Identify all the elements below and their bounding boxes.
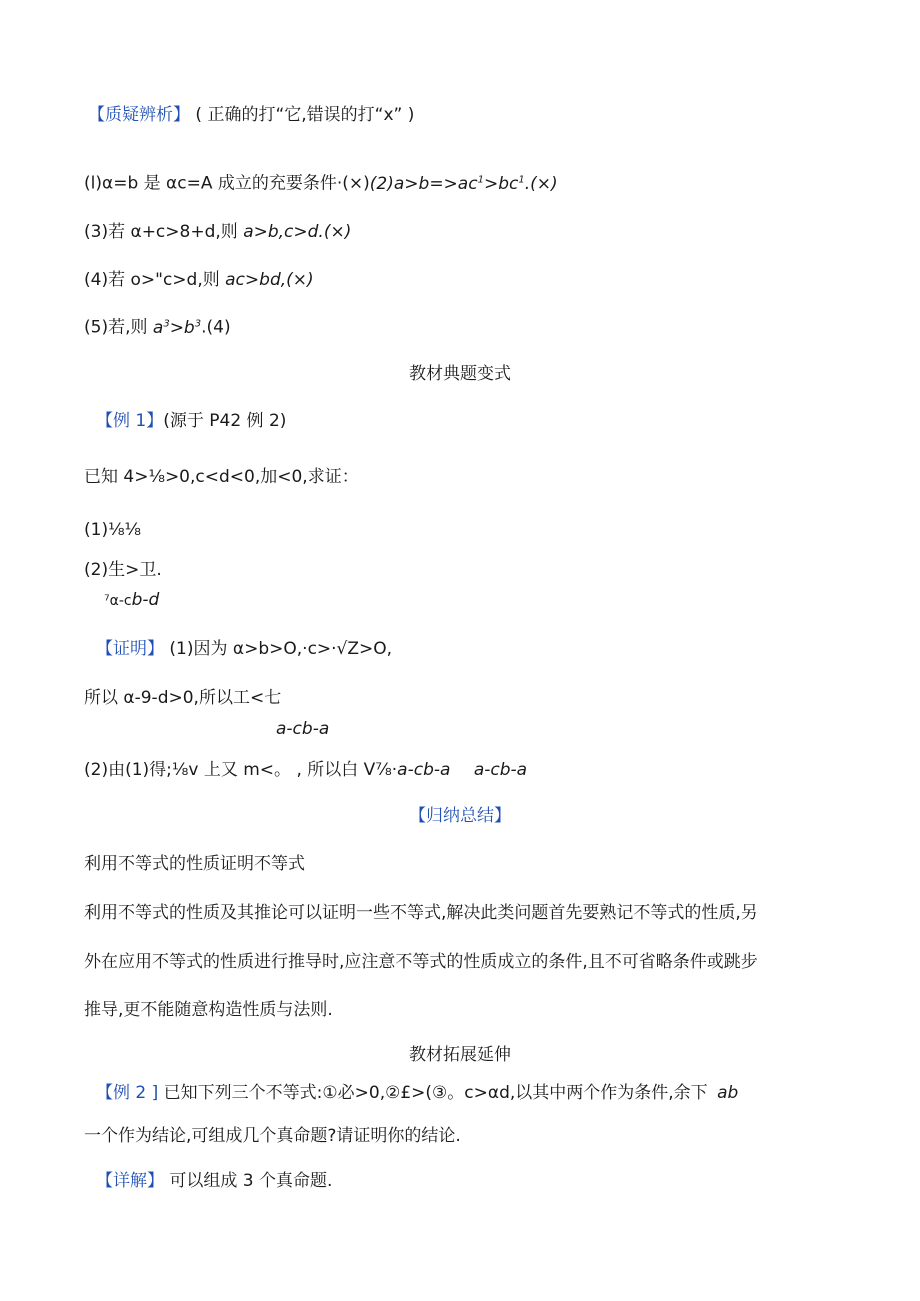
item-4-cond: (4)若 o>"c>d,则 [84, 270, 220, 290]
prove-part-2-sub [104, 592, 159, 609]
item-2-end: .(×) [524, 173, 558, 194]
item-3-result: a>b,c>d.(×) [243, 222, 352, 242]
item-5-sup2: 3 [194, 318, 202, 329]
so-line-1: 所以 α-9-d>0,所以工<七 [84, 688, 282, 708]
example-2-line-2: 一个作为结论,可组成几个真命题?请证明你的结论. [84, 1126, 461, 1146]
item-3 [84, 224, 351, 241]
intro-tag: 【质疑辨析】 [88, 105, 190, 125]
item-5-mid: >b [169, 317, 195, 338]
summary-title: 利用不等式的性质证明不等式 [84, 854, 305, 874]
example-1-source: (源于 P42 例 2) [163, 411, 287, 431]
item-4 [84, 272, 314, 289]
proof-line [96, 641, 392, 658]
proof-tag: 【证明】 [96, 639, 164, 659]
prove-part-1: (1)⅛⅛ [84, 520, 142, 540]
item-4-result: ac>bd,(×) [225, 270, 314, 290]
example-1-tag: 【例 1】 [96, 411, 164, 431]
detail-tag: 【详解】 [96, 1171, 164, 1191]
item-1 [84, 175, 558, 193]
so-line-1-sub: a-cb-a [276, 719, 330, 739]
prove-part-2: (2)生>卫. [84, 560, 162, 580]
item-5 [84, 319, 231, 337]
item-2-text [370, 174, 558, 194]
summary-heading: 【归纳总结】 [409, 806, 511, 826]
section-heading-1: 教材典题变式 [409, 364, 511, 384]
item-3-cond: (3)若 α+c>8+d,则 [84, 222, 238, 242]
proof-part-2-expr-2: a-cb-a [473, 760, 528, 780]
item-5-end: .(4) [201, 317, 231, 338]
summary-line-2: 外在应用不等式的性质进行推导时,应注意不等式的性质成立的条件,且不可省略条件或跳步 [84, 952, 758, 972]
example-2-text: 已知下列三个不等式:①必>0,②£>(③。c>αd,以其中两个作为条件,余下 [163, 1083, 708, 1103]
intro-line [88, 107, 414, 124]
proof-part-2-expr-1: a-cb-a [397, 760, 451, 780]
item-5-sup1: 3 [163, 318, 170, 329]
example-2-tail: ab [717, 1083, 739, 1103]
summary-line-3: 推导,更不能随意构造性质与法则. [84, 1000, 333, 1020]
example-2-line [96, 1085, 738, 1102]
proof-text: (1)因为 α>b>O,·c>·√Z>O, [169, 639, 393, 659]
intro-text: ( 正确的打“它,错误的打“x” ) [195, 105, 415, 125]
given-line: 已知 4>⅛>0,c<d<0,加<0,求证： [84, 467, 359, 487]
item-2-pre: (2)a>b=>ac [369, 173, 478, 194]
example-2-tag: 【例 2 ] [96, 1083, 159, 1103]
item-1-text: (l)α=b 是 αc=A 成立的充要条件·(×) [84, 173, 370, 194]
item-2-sup1: 1 [477, 174, 484, 185]
prove-part-2-sub-b: b-d [131, 590, 160, 610]
proof-part-2-text: (2)由(1)得;⅛v 上又 m<。 , 所以白 V⅞· [84, 760, 398, 780]
item-2-mid: >bc [483, 173, 519, 194]
item-2-sup2: 1 [518, 174, 525, 185]
proof-part-2-line [84, 762, 527, 779]
prove-part-2-sub-a: ⁷α-c [104, 593, 132, 609]
item-5-cond: (5)若,则 [84, 317, 148, 338]
summary-line-1: 利用不等式的性质及其推论可以证明一些不等式,解决此类问题首先要熟记不等式的性质,另 [84, 903, 758, 923]
detail-line [96, 1173, 332, 1190]
item-5-result [153, 318, 201, 338]
item-5-pre: a [152, 317, 164, 338]
detail-text: 可以组成 3 个真命题. [169, 1171, 333, 1191]
example-1-line [96, 413, 286, 430]
section-heading-2: 教材拓展延伸 [409, 1045, 511, 1065]
